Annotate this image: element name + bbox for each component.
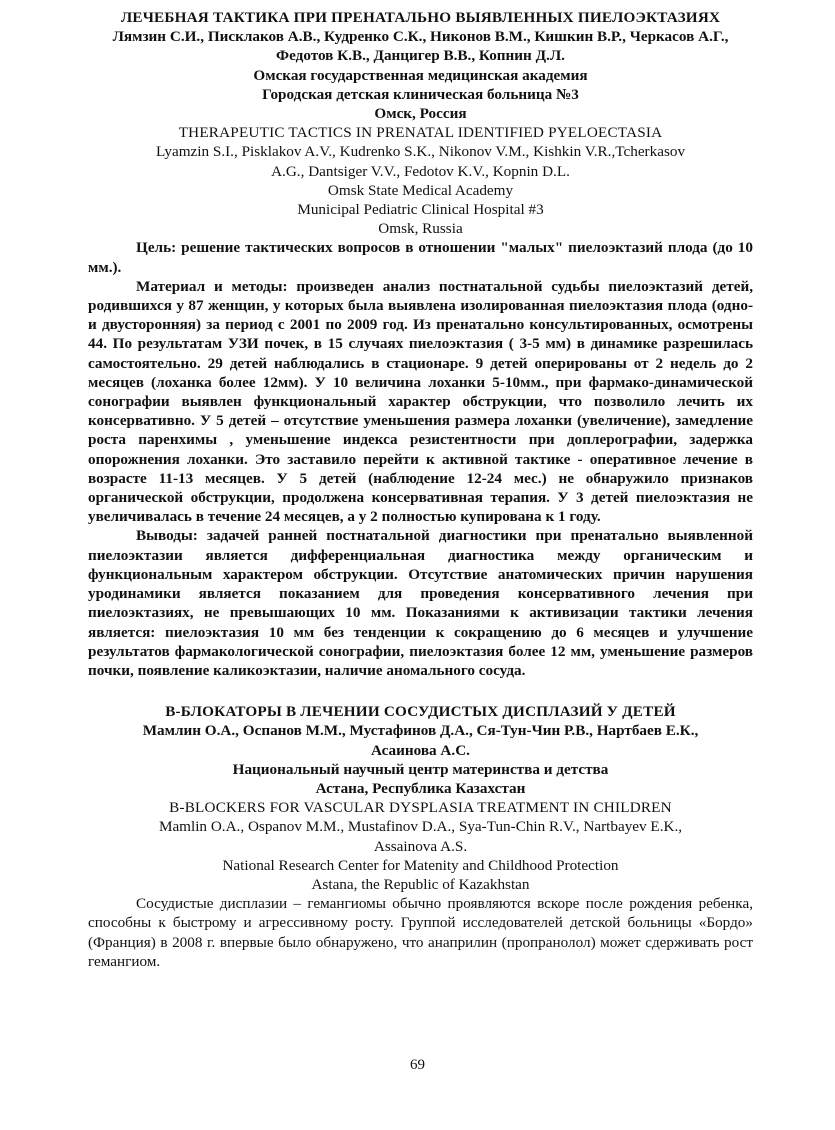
article2-authors-ru-line2: Асаинова А.С.: [371, 741, 470, 759]
article1-authors-ru-line1: Лямзин С.И., Писклаков А.В., Кудренко С.К., Никонов В.М., Кишкин В.Р., Черкасов А.Г.,: [112, 28, 729, 46]
article1-authors-en-line2: A.G., Dantsiger V.V., Fedotov K.V., Kopnin D.L.: [271, 162, 570, 180]
article2-authors-en-line2: Assainova A.S.: [373, 837, 468, 855]
article1-affiliation-en-1: Omsk State Medical Academy: [327, 181, 514, 199]
article2-city-ru: Астана, Республика Казахстан: [315, 779, 526, 797]
article1-conclusions-paragraph: Выводы: задачей ранней постнатальной диагностики при пренатально выявленной пиелоэктазии является дифференциальная диагностика между органическим и функциональным характером обструкции. Отсутствие анатомических причин нарушения уродинамики является показанием для проведения консервативного лечения при пиелоэктазиях, не превышающих 10 мм. Показаниями к активизации тактики лечения является: пиелоэктазия 10 мм без тенденции к сокращению до 6 месяцев и улучшение результатов фармакологической сонографии, пиелоэктазия более 12 мм, уменьшение размеров почки, появление каликоэктазии, наличие аномального сосуда.: [88, 527, 753, 679]
article2-authors-en-line1: Mamlin O.A., Ospanov M.M., Mustafinov D.A., Sya-Tun-Chin R.V., Nartbayev E.K.,: [158, 818, 683, 836]
article2-title-en: B-BLOCKERS FOR VASCULAR DYSPLASIA TREATMENT IN CHILDREN: [169, 799, 672, 817]
article1-city-ru: Омск, Россия: [374, 105, 467, 123]
article1-title-en: THERAPEUTIC TACTICS IN PRENATAL IDENTIFIED PYELOECTASIA: [178, 124, 663, 142]
article1-city-en: Omsk, Russia: [378, 220, 463, 238]
article2-title-ru: B-БЛОКАТОРЫ В ЛЕЧЕНИИ СОСУДИСТЫХ ДИСПЛАЗИЙ У ДЕТЕЙ: [165, 703, 676, 721]
article2-body-paragraph: Сосудистые дисплазии – гемангиомы обычно проявляются вскоре после рождения ребенка, способны к быстрому и агрессивному росту. Группой исследователей детской больницы «Бордо» (Франция) в 2008 г. впервые было обнаружено, что анаприлин (пропранолол) может сдерживать рост гемангиом.: [88, 895, 753, 970]
article1-authors-ru-line2: Федотов К.В., Данцигер В.В., Копнин Д.Л.: [276, 47, 565, 65]
article2-authors-ru-line1: Мамлин О.А., Оспанов М.М., Мустафинов Д.А., Ся-Тун-Чин Р.В., Нартбаев Е.К.,: [142, 722, 699, 740]
page-number: 69: [410, 1057, 425, 1073]
section-gap: [88, 680, 753, 702]
article1-affiliation-ru-1: Омская государственная медицинская академия: [253, 66, 588, 84]
article1-affiliation-ru-2: Городская детская клиническая больница №3: [262, 85, 579, 103]
article1-affiliation-en-2: Municipal Pediatric Clinical Hospital #3: [297, 201, 544, 219]
article2-affiliation-en: National Research Center for Matenity and Childhood Protection: [222, 856, 619, 874]
article2-city-en: Astana, the Republic of Kazakhstan: [311, 875, 530, 893]
article2-affiliation-ru: Национальный научный центр материнства и детства: [232, 760, 609, 778]
article1-title-ru: ЛЕЧЕБНАЯ ТАКТИКА ПРИ ПРЕНАТАЛЬНО ВЫЯВЛЕННЫХ ПИЕЛОЭКТАЗИЯХ: [120, 9, 721, 26]
article1-authors-en-line1: Lyamzin S.I., Pisklakov A.V., Kudrenko S.K., Nikonov V.M., Kishkin V.R.,Tcherkasov: [155, 143, 686, 161]
article1-goal-paragraph: Цель: решение тактических вопросов в отношении "малых" пиелоэктазий плода (до 10 мм.).: [88, 239, 753, 276]
article1-methods-paragraph: Материал и методы: произведен анализ постнатальной судьбы пиелоэктазий детей, родившихся у 87 женщин, у которых была выявлена изолированная пиелоэктазия плода (одно- и двусторонняя) за период с 2001 по 2009 год. Из пренатально консультированных, осмотрены 44. По результатам УЗИ почек, в 15 случаях пиелоэктазия ( 3-5 мм) в динамике разрешилась самостоятельно. 29 детей наблюдались в стационаре. 9 детей оперированы от 2 недель до 2 месяцев (лоханка более 12мм). У 10 величина лоханки 5-10мм., при фармако-динамической сонографии выявлен функциональный характер обструкции, что позволило лечить их консервативно. У 5 детей – отсутствие уменьшения размера лоханки (увеличение), замедление роста паренхимы , уменьшение индекса резистентности при доплерографии, задержка опорожнения лоханки. Это заставило перейти к активной тактике - оперативное лечение в возрасте 11-13 месяцев. У 5 детей (наблюдение 12-24 мес.) не обнаружило признаков органической обструкции, продолжена консервативная терапия. У 3 детей пиелоэктазия не увеличивалась в течение 24 месяцев, а у 2 полностью купирована к 1 году.: [88, 277, 753, 526]
